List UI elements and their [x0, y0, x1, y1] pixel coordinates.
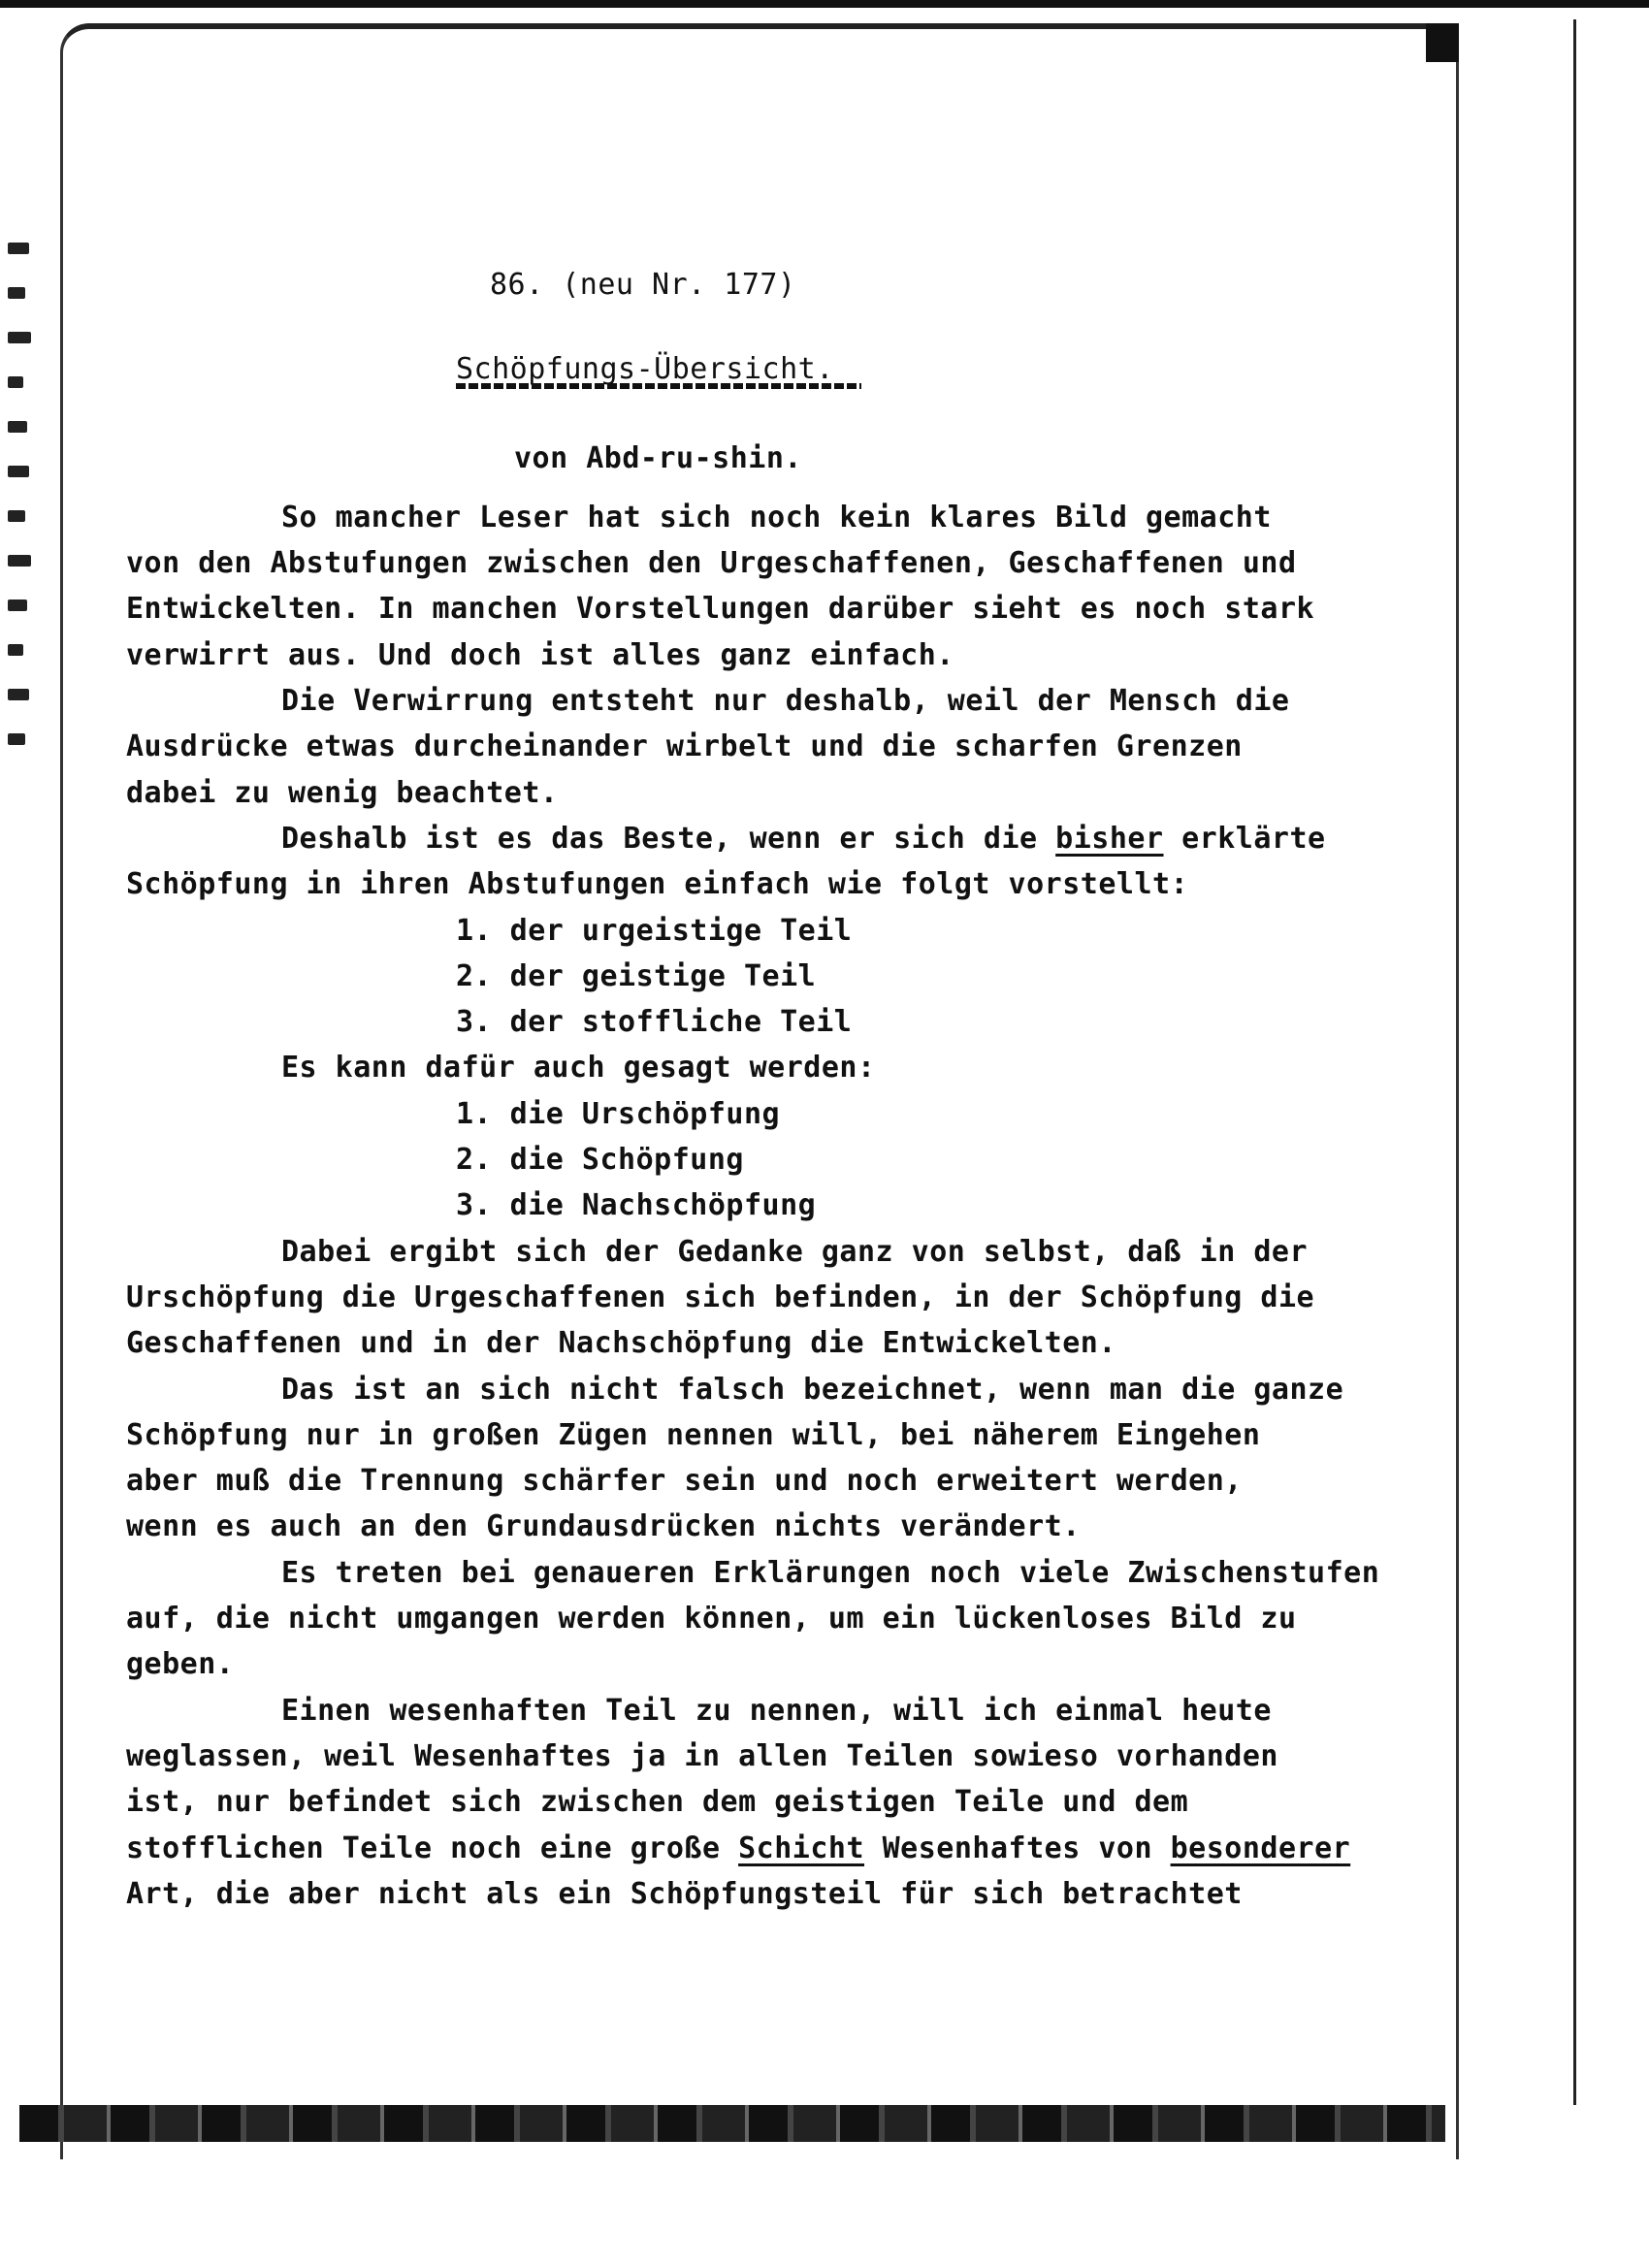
- text-line: So mancher Leser hat sich noch kein klares Bild gemacht: [281, 500, 1272, 535]
- text-segment: stofflichen Teile noch eine große: [126, 1831, 739, 1865]
- text-line: [126, 816, 1426, 861]
- list-item: 1. die Urschöpfung: [456, 1096, 781, 1131]
- text-line: wenn es auch an den Grundausdrücken nichts verändert.: [126, 1509, 1081, 1544]
- list-item: 2. der geistige Teil: [456, 958, 817, 993]
- list-item: 3. die Nachschöpfung: [456, 1188, 817, 1223]
- text-line: Art, die aber nicht als ein Schöpfungsteil für sich betrachtet: [126, 1876, 1243, 1911]
- text-line: verwirrt aus. Und doch ist alles ganz einfach.: [126, 637, 954, 672]
- text-line: ist, nur befindet sich zwischen dem geistigen Teile und dem: [126, 1785, 1189, 1820]
- text-line: auf, die nicht umgangen werden können, um ein lückenloses Bild zu: [126, 1602, 1297, 1636]
- text-line: Ausdrücke etwas durcheinander wirbelt und die scharfen Grenzen: [126, 729, 1243, 764]
- underlined-word: Schicht: [738, 1831, 865, 1865]
- text-line: Dabei ergibt sich der Gedanke ganz von selbst, daß in der: [281, 1234, 1309, 1269]
- text-segment: erklärte: [1163, 821, 1326, 856]
- text-line: Urschöpfung die Urgeschaffenen sich befinden, in der Schöpfung die: [126, 1280, 1315, 1314]
- text-line: geben.: [126, 1647, 235, 1682]
- underlined-word: bisher: [1055, 821, 1164, 856]
- list-item: 1. der urgeistige Teil: [456, 913, 853, 948]
- text-line: Es kann dafür auch gesagt werden:: [281, 1051, 876, 1085]
- body-text: [126, 495, 1426, 1917]
- underlined-word: besonderer: [1170, 1831, 1351, 1865]
- list-item: 2. die Schöpfung: [456, 1143, 744, 1178]
- text-line: dabei zu wenig beachtet.: [126, 775, 559, 810]
- text-line: von den Abstufungen zwischen den Urgeschaffenen, Geschaffenen und: [126, 546, 1297, 581]
- text-segment: Deshalb ist es das Beste, wenn er sich die: [281, 821, 1056, 856]
- list-item: 3. der stoffliche Teil: [456, 1005, 853, 1040]
- document-title: Schöpfungs-Übersicht.: [456, 352, 834, 387]
- text-line: Entwickelten. In manchen Vorstellungen darüber sieht es noch stark: [126, 592, 1315, 627]
- text-line: [126, 1826, 1426, 1871]
- text-line: Es treten bei genaueren Erklärungen noch viele Zwischenstufen: [281, 1555, 1380, 1590]
- text-line: Geschaffenen und in der Nachschöpfung die Entwickelten.: [126, 1326, 1116, 1361]
- scan-top-edge: [0, 0, 1649, 8]
- text-line: Die Verwirrung entsteht nur deshalb, weil der Mensch die: [281, 684, 1290, 719]
- scan-right-edge: [1573, 19, 1576, 2105]
- typed-document: [126, 262, 1426, 1917]
- text-line: Das ist an sich nicht falsch bezeichnet, wenn man die ganze: [281, 1372, 1344, 1407]
- text-line: Schöpfung in ihren Abstufungen einfach wie folgt vorstellt:: [126, 867, 1189, 902]
- text-line: aber muß die Trennung schärfer sein und noch erweitert werden,: [126, 1464, 1243, 1499]
- text-line: Schöpfung nur in großen Zügen nennen will, bei näherem Eingehen: [126, 1417, 1261, 1452]
- text-line: weglassen, weil Wesenhaftes ja in allen Teilen sowieso vorhanden: [126, 1738, 1278, 1773]
- text-segment: Wesenhaftes von: [864, 1831, 1171, 1865]
- text-line: Einen wesenhaften Teil zu nennen, will ich einmal heute: [281, 1693, 1272, 1728]
- scan-artifact: [1426, 23, 1459, 62]
- scan-left-margin-marks: [8, 243, 47, 863]
- scan-bottom-band: [19, 2105, 1445, 2142]
- author-line: von Abd-ru-shin.: [514, 440, 802, 475]
- document-number: 86. (neu Nr. 177): [490, 268, 796, 302]
